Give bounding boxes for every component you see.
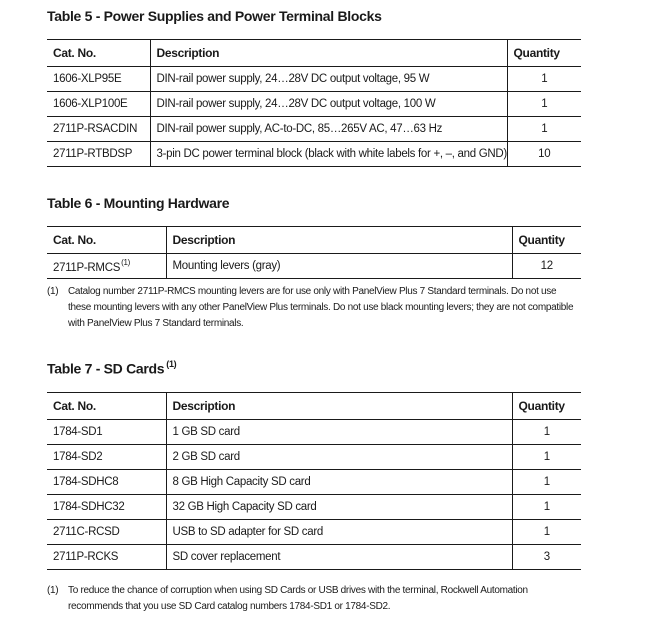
header-description: Description: [150, 40, 507, 67]
footnote-text: Catalog number 2711P-RMCS mounting levers are for use only with PanelView Plus 7 Standard terminals. Do not use these mounting levers with any other PanelView Plus terminals. Do not use black mounting levers; they are not compatible with PanelView Plus 7 Standard terminals.: [68, 286, 574, 329]
description-cell: DIN-rail power supply, 24…28V DC output voltage, 100 W: [150, 92, 507, 117]
table6-header-row: [47, 227, 581, 254]
footnote-ref: (1): [166, 359, 177, 369]
header-cat-no: Cat. No.: [47, 227, 166, 254]
description-cell: Mounting levers (gray): [166, 254, 512, 279]
table-row: [47, 520, 581, 545]
description-cell: 32 GB High Capacity SD card: [166, 495, 512, 520]
table6: [47, 226, 581, 279]
table5-title: Table 5 - Power Supplies and Power Terminal Blocks: [47, 8, 382, 24]
description-cell: 8 GB High Capacity SD card: [166, 470, 512, 495]
cat-no-cell: [47, 254, 166, 279]
cat-no-cell: 1606-XLP100E: [47, 92, 150, 117]
description-cell: USB to SD adapter for SD card: [166, 520, 512, 545]
footnote-mark: (1): [47, 585, 59, 596]
header-quantity: Quantity: [512, 227, 581, 254]
cat-no-cell: 1606-XLP95E: [47, 67, 150, 92]
cat-no-cell: 1784-SD1: [47, 420, 166, 445]
table7: [47, 392, 581, 570]
table-row: [47, 495, 581, 520]
table-row: [47, 67, 581, 92]
quantity-cell: 1: [512, 420, 581, 445]
table7-title-text: Table 7 - SD Cards: [47, 360, 165, 377]
table5: [47, 39, 581, 167]
table5-header-row: [47, 40, 581, 67]
table-row: [47, 117, 581, 142]
footnote-text: To reduce the chance of corruption when using SD Cards or USB drives with the terminal, Rockwell Automation recommends that you use SD Card catalog numbers 1784-SD1 or 1784-SD2.: [68, 585, 528, 612]
table-row: [47, 420, 581, 445]
table7-title: [47, 360, 176, 377]
table6-title: Table 6 - Mounting Hardware: [47, 195, 230, 211]
table6-footnote: [47, 284, 577, 332]
cat-no-text: 2711P-RMCS: [53, 261, 121, 274]
cat-no-cell: 1784-SDHC8: [47, 470, 166, 495]
header-quantity: Quantity: [507, 40, 581, 67]
table7-footnote: [47, 583, 577, 615]
table-row: [47, 470, 581, 495]
quantity-cell: 1: [507, 92, 581, 117]
header-cat-no: Cat. No.: [47, 40, 150, 67]
cat-no-cell: 2711P-RCKS: [47, 545, 166, 570]
quantity-cell: 10: [507, 142, 581, 167]
table-row: [47, 445, 581, 470]
quantity-cell: 1: [507, 67, 581, 92]
footnote-mark: (1): [47, 286, 59, 297]
table-row: [47, 142, 581, 167]
quantity-cell: 1: [512, 470, 581, 495]
header-cat-no: Cat. No.: [47, 393, 166, 420]
description-cell: SD cover replacement: [166, 545, 512, 570]
cat-no-cell: 2711C-RCSD: [47, 520, 166, 545]
quantity-cell: 1: [507, 117, 581, 142]
cat-no-cell: 2711P-RSACDIN: [47, 117, 150, 142]
table-row: [47, 545, 581, 570]
header-quantity: Quantity: [512, 393, 581, 420]
header-description: Description: [166, 393, 512, 420]
description-cell: 2 GB SD card: [166, 445, 512, 470]
quantity-cell: 1: [512, 445, 581, 470]
header-description: Description: [166, 227, 512, 254]
footnote-ref: (1): [121, 257, 130, 267]
cat-no-cell: 1784-SD2: [47, 445, 166, 470]
cat-no-cell: 1784-SDHC32: [47, 495, 166, 520]
table-row: [47, 254, 581, 279]
description-cell: DIN-rail power supply, 24…28V DC output voltage, 95 W: [150, 67, 507, 92]
description-cell: 1 GB SD card: [166, 420, 512, 445]
quantity-cell: 12: [512, 254, 581, 279]
cat-no-cell: 2711P-RTBDSP: [47, 142, 150, 167]
quantity-cell: 3: [512, 545, 581, 570]
description-cell: 3-pin DC power terminal block (black with white labels for +, –, and GND): [150, 142, 507, 167]
quantity-cell: 1: [512, 520, 581, 545]
description-cell: DIN-rail power supply, AC-to-DC, 85…265V AC, 47…63 Hz: [150, 117, 507, 142]
quantity-cell: 1: [512, 495, 581, 520]
table7-header-row: [47, 393, 581, 420]
table-row: [47, 92, 581, 117]
